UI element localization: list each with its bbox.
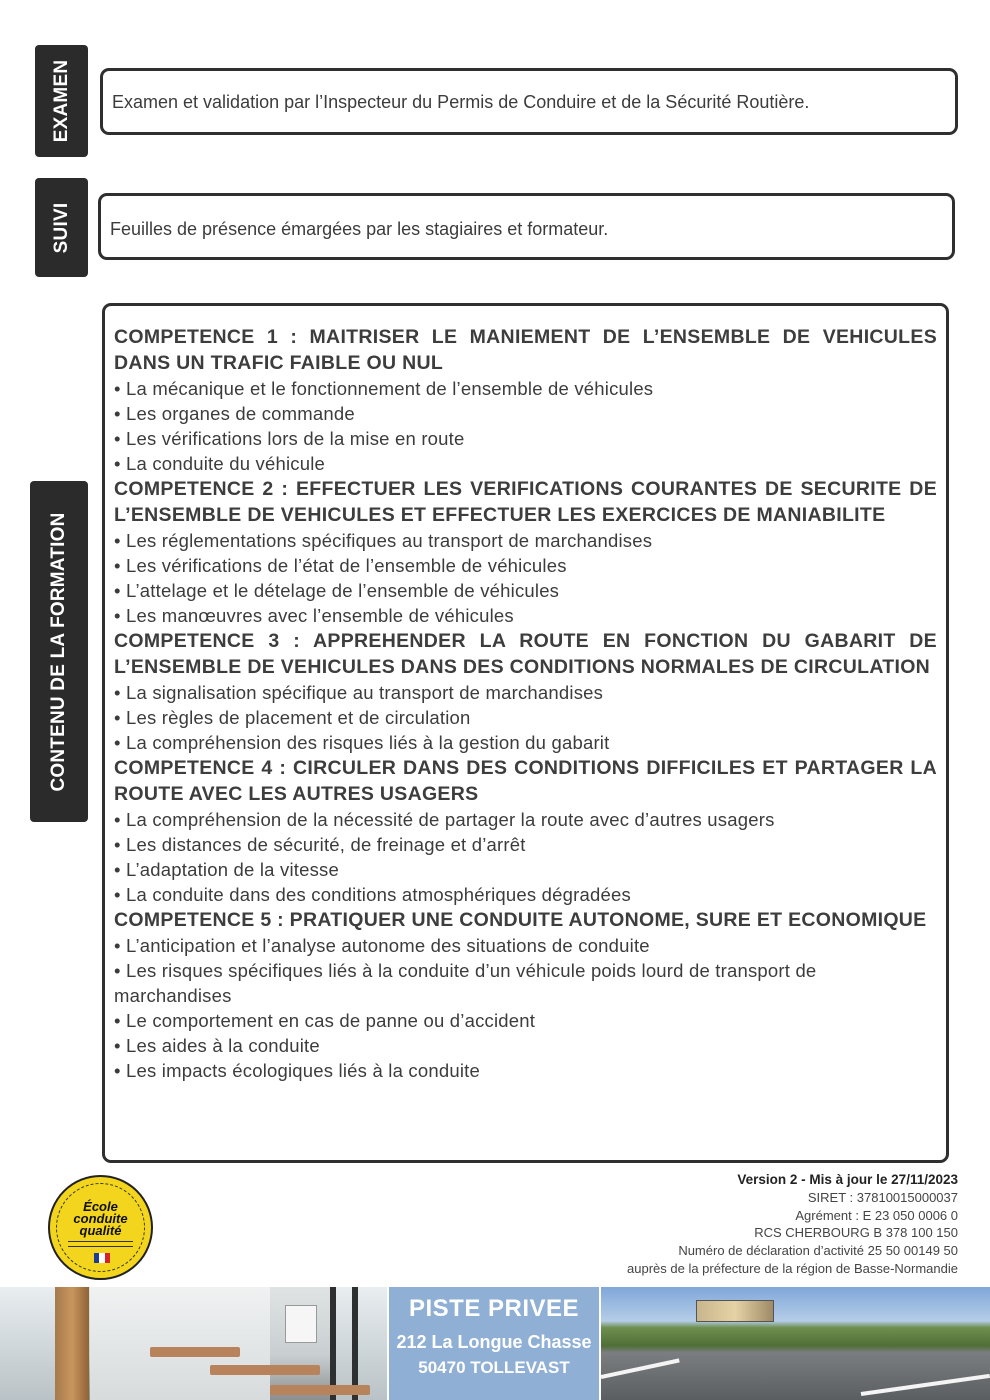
competence-item: • La signalisation spécifique au transport de marchandises	[114, 682, 604, 703]
competence-item: • Les risques spécifiques liés à la conduite d’un véhicule poids lourd de transport de marchandises	[114, 960, 817, 1006]
competence-item: • Les réglementations spécifiques au transport de marchandises	[114, 530, 653, 551]
agrement-line: Agrément : E 23 050 0006 0	[795, 1207, 958, 1223]
competence-title: COMPETENCE 4 : CIRCULER DANS DES CONDITIONS DIFFICILES ET PARTAGER LA ROUTE AVEC LES AUTRES USAGERS	[114, 757, 937, 805]
contenu-box	[102, 303, 949, 1163]
competence-item: • Les distances de sécurité, de freinage et d’arrêt	[114, 834, 526, 855]
competence-item: • Les règles de placement et de circulation	[114, 707, 471, 728]
seal-line-3: qualité	[79, 1223, 122, 1238]
competence-title: COMPETENCE 2 : EFFECTUER LES VERIFICATIONS COURANTES DE SECURITE DE L’ENSEMBLE DE VEHICULES ET EFFECTUER LES EXERCICES DE MANIABILITE	[114, 478, 937, 526]
tab-examen-label: EXAMEN	[50, 59, 72, 143]
classroom-photo	[0, 1287, 387, 1400]
competence-item: • Les organes de commande	[114, 403, 355, 424]
competence-title: COMPETENCE 1 : MAITRISER LE MANIEMENT DE L’ENSEMBLE DE VEHICULES DANS UN TRAFIC FAIBLE OU NUL	[114, 326, 937, 374]
tab-suivi	[35, 178, 88, 277]
competence-item: • L’adaptation de la vitesse	[114, 859, 339, 880]
declaration-line: Numéro de déclaration d’activité 25 50 00149 50	[678, 1243, 958, 1259]
competence-item: • La mécanique et le fonctionnement de l’ensemble de véhicules	[114, 378, 654, 399]
piste-city: 50470 TOLLEVAST	[418, 1358, 570, 1377]
tab-contenu-label: CONTENU DE LA FORMATION	[48, 511, 69, 792]
seal-line-2: conduite	[73, 1211, 128, 1226]
version-line: Version 2 - Mis à jour le 27/11/2023	[737, 1172, 958, 1187]
track-photo	[601, 1287, 990, 1400]
examen-box	[100, 68, 958, 135]
legal-info	[627, 1171, 958, 1278]
competence-item: • L’anticipation et l’analyse autonome des situations de conduite	[114, 935, 650, 956]
seal-line-1: École	[83, 1199, 118, 1214]
prefecture-line: auprès de la préfecture de la région de Basse-Normandie	[627, 1260, 958, 1276]
suivi-box	[98, 193, 955, 260]
siret-line: SIRET : 37810015000037	[807, 1189, 958, 1205]
piste-address: 212 La Longue Chasse	[396, 1332, 592, 1352]
competence-item: • La compréhension des risques liés à la gestion du gabarit	[114, 732, 610, 753]
competence-item: • La compréhension de la nécessité de partager la route avec d’autres usagers	[114, 809, 775, 830]
competence-item: • La conduite dans des conditions atmosphériques dégradées	[114, 884, 631, 905]
competence-item: • Le comportement en cas de panne ou d’accident	[114, 1010, 536, 1031]
photo-strip	[0, 1287, 990, 1400]
competence-item: • Les aides à la conduite	[114, 1035, 320, 1056]
tab-examen	[35, 45, 88, 157]
competence-item: • Les impacts écologiques liés à la conduite	[114, 1060, 480, 1081]
french-flag-icon	[94, 1253, 110, 1263]
suivi-text: Feuilles de présence émargées par les stagiaires et formateur.	[110, 219, 609, 239]
tab-suivi-label: SUIVI	[50, 202, 72, 253]
ecole-conduite-qualite-seal	[48, 1175, 153, 1280]
examen-text: Examen et validation par l’Inspecteur du Permis de Conduire et de la Sécurité Routière.	[112, 92, 810, 112]
competence-item: • La conduite du véhicule	[114, 453, 326, 474]
competence-item: • Les vérifications lors de la mise en route	[114, 428, 465, 449]
piste-title: PISTE PRIVEE	[408, 1295, 580, 1322]
competence-title: COMPETENCE 5 : PRATIQUER UNE CONDUITE AUTONOME, SURE ET ECONOMIQUE	[114, 909, 927, 931]
competence-item: • Les vérifications de l’état de l’ensemble de véhicules	[114, 555, 567, 576]
competence-item: • L’attelage et le dételage de l’ensemble de véhicules	[114, 580, 560, 601]
competence-title: COMPETENCE 3 : APPREHENDER LA ROUTE EN FONCTION DU GABARIT DE L’ENSEMBLE DE VEHICULES DANS DES CONDITIONS NORMALES DE CIRCULATION	[114, 630, 937, 678]
competence-item: • Les manœuvres avec l’ensemble de véhicules	[114, 605, 514, 626]
tab-contenu	[30, 481, 88, 822]
piste-privee-panel	[389, 1287, 599, 1400]
rcs-line: RCS CHERBOURG B 378 100 150	[754, 1225, 958, 1241]
